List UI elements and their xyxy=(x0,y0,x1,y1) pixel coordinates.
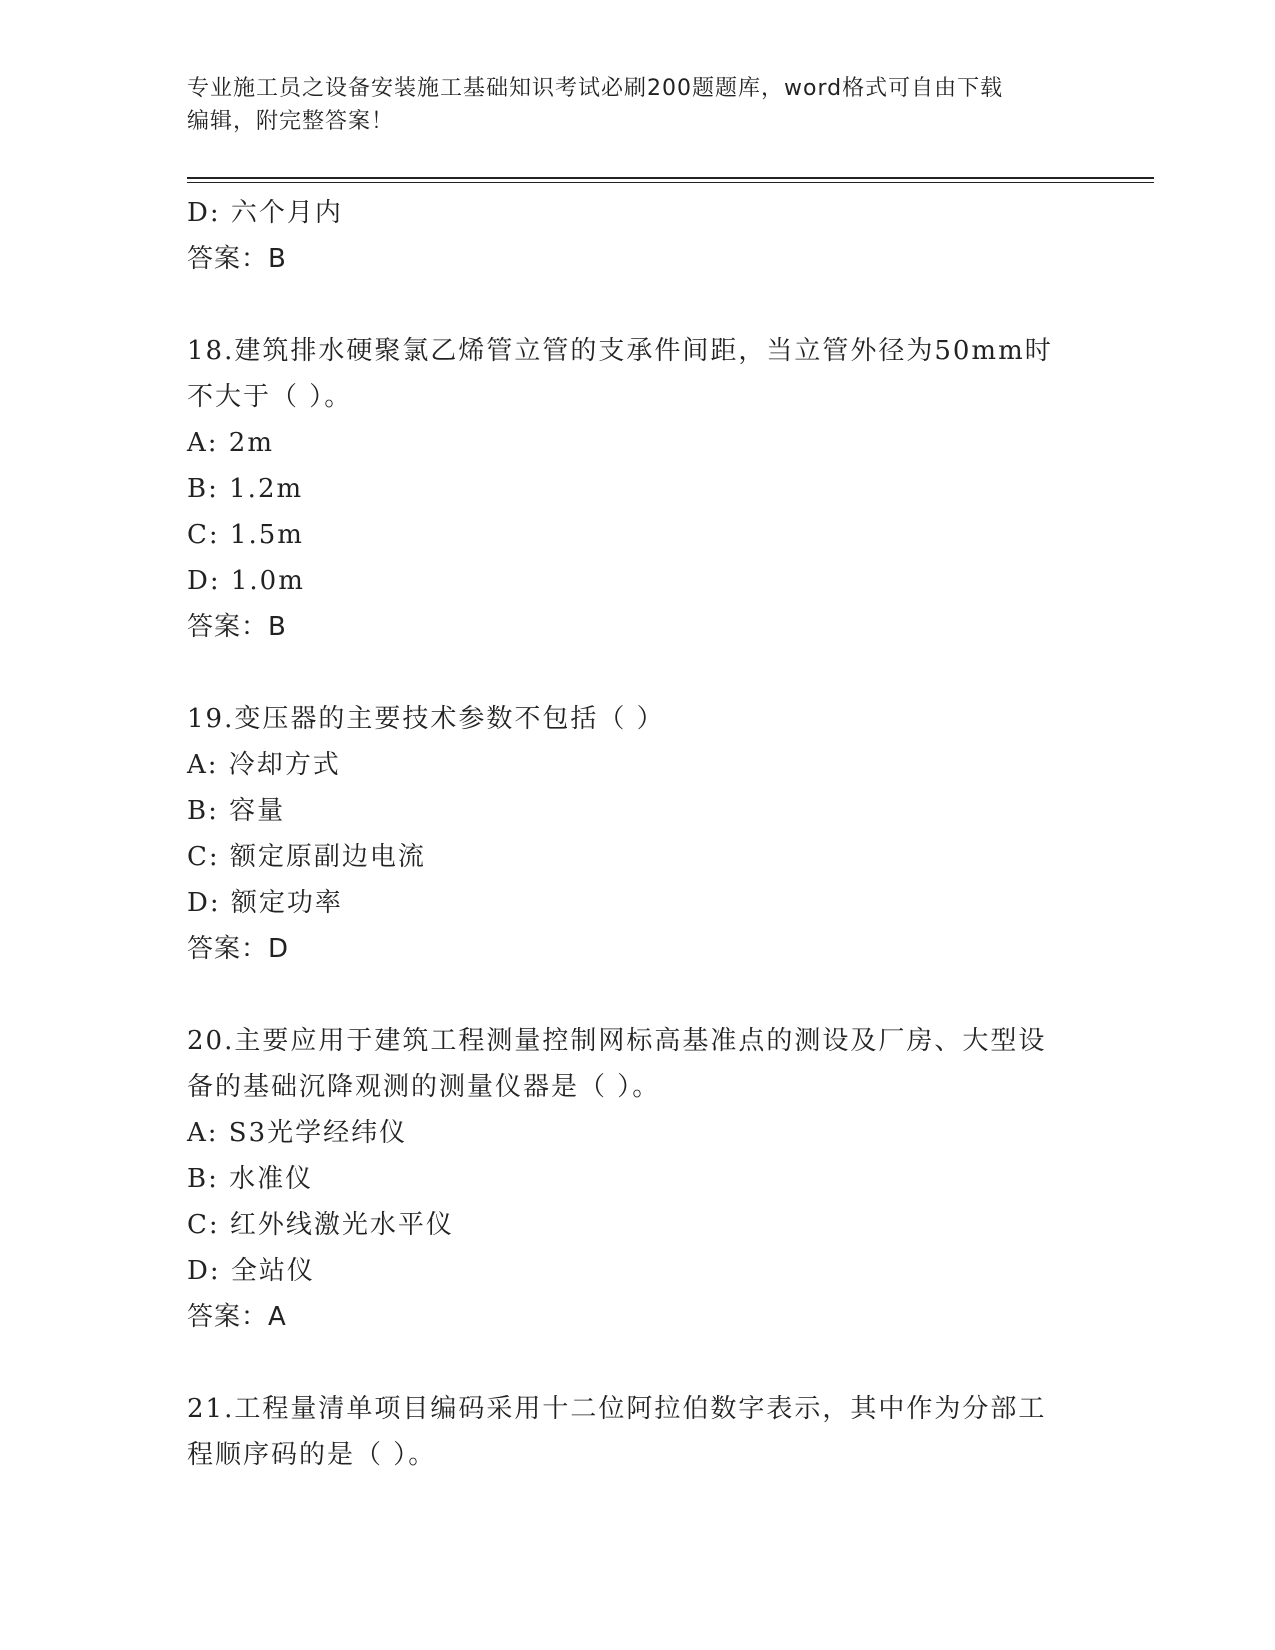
option-a: A: 冷却方式 xyxy=(187,750,341,780)
question-21 xyxy=(187,1386,1087,1478)
spacer xyxy=(187,1340,1087,1386)
question-stem: 18.建筑排水硬聚氯乙烯管立管的支承件间距，当立管外径为50mm时 xyxy=(187,336,1053,366)
question-stem: 不大于（ ）。 xyxy=(187,382,353,412)
answer-line: 答案：D xyxy=(187,934,290,964)
spacer xyxy=(187,282,1087,328)
option-d: D: 额定功率 xyxy=(187,888,343,918)
spacer xyxy=(187,972,1087,1018)
question-stem: 19.变压器的主要技术参数不包括（ ） xyxy=(187,704,665,734)
option-d: D: 全站仪 xyxy=(187,1256,315,1286)
spacer xyxy=(187,650,1087,696)
answer-line: 答案：B xyxy=(187,244,287,274)
answer-line: 答案：A xyxy=(187,1302,287,1332)
option-a: A: S3光学经纬仪 xyxy=(187,1118,408,1148)
question-18 xyxy=(187,328,1087,650)
option-c: C: 1.5m xyxy=(187,520,304,550)
document-header xyxy=(187,72,1067,138)
header-divider xyxy=(187,177,1154,179)
option-b: B: 1.2m xyxy=(187,474,304,504)
option-a: A: 2m xyxy=(187,428,274,458)
option-d: D: 六个月内 xyxy=(187,198,343,228)
header-divider-thin xyxy=(187,182,1154,183)
option-c: C: 额定原副边电流 xyxy=(187,842,426,872)
header-title-line-2: 编辑，附完整答案！ xyxy=(187,109,395,134)
header-title-line-1: 专业施工员之设备安装施工基础知识考试必刷200题题库，word格式可自由下载 xyxy=(187,76,1004,101)
question-list xyxy=(187,190,1087,1478)
option-d: D: 1.0m xyxy=(187,566,305,596)
option-b: B: 容量 xyxy=(187,796,286,826)
question-stem: 20.主要应用于建筑工程测量控制网标高基准点的测设及厂房、大型设 xyxy=(187,1026,1047,1056)
question-stem: 21.工程量清单项目编码采用十二位阿拉伯数字表示，其中作为分部工 xyxy=(187,1394,1047,1424)
answer-line: 答案：B xyxy=(187,612,287,642)
question-20 xyxy=(187,1018,1087,1340)
option-b: B: 水准仪 xyxy=(187,1164,314,1194)
question-stem: 程顺序码的是（ ）。 xyxy=(187,1440,437,1470)
question-stem: 备的基础沉降观测的测量仪器是（ ）。 xyxy=(187,1072,661,1102)
question-19 xyxy=(187,696,1087,972)
option-c: C: 红外线激光水平仪 xyxy=(187,1210,454,1240)
